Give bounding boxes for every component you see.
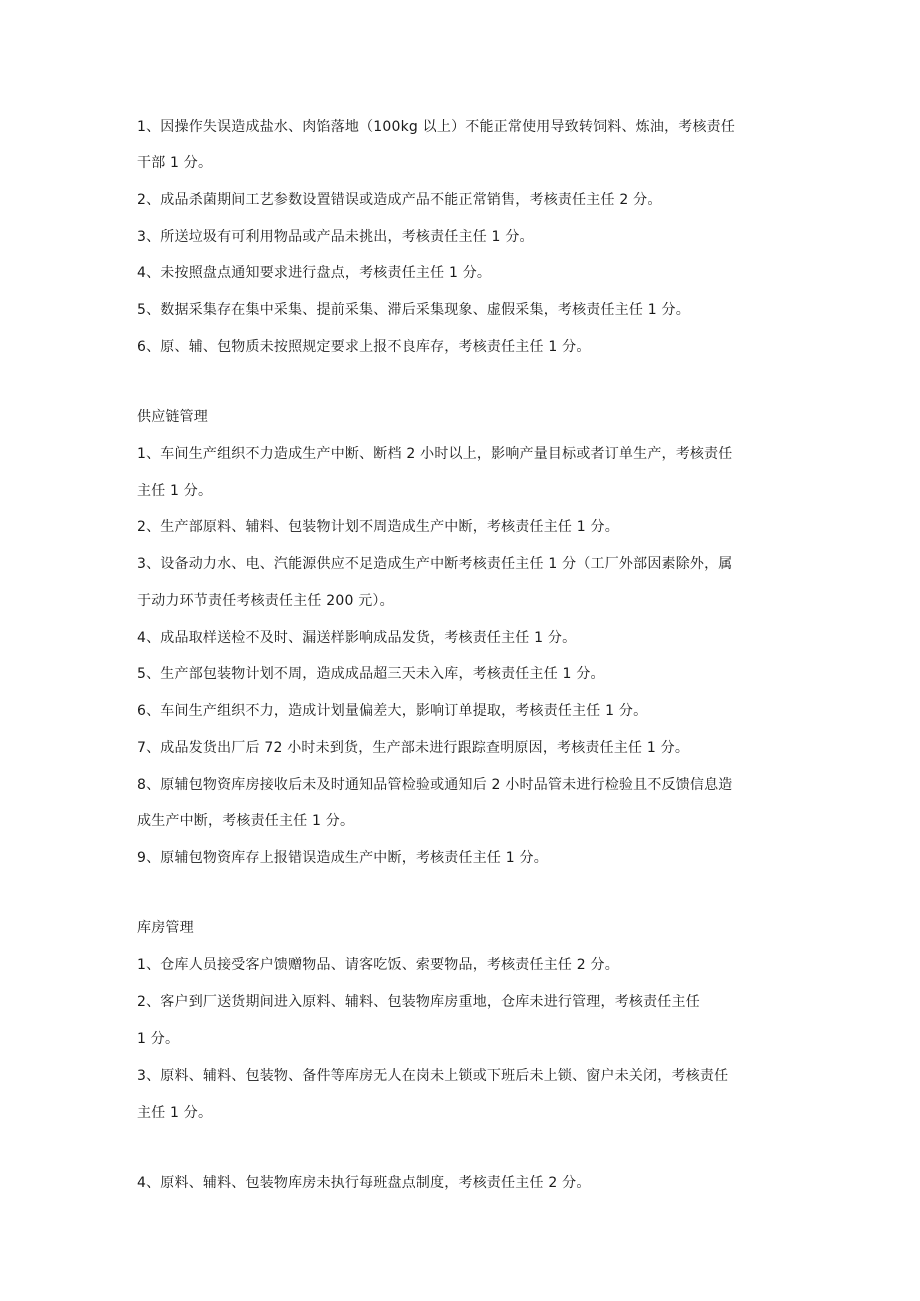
item-text-continued: 成生产中断，考核责任主任 1 分。 <box>137 813 355 829</box>
item-text-continued: 1 分。 <box>137 1031 180 1047</box>
item-text: 4、原料、辅料、包装物库房未执行每班盘点制度，考核责任主任 2 分。 <box>137 1175 591 1191</box>
item-text: 4、未按照盘点通知要求进行盘点，考核责任主任 1 分。 <box>137 265 492 281</box>
item-text: 6、车间生产组织不力，造成计划量偏差大，影响订单提取，考核责任主任 1 分。 <box>137 703 648 719</box>
item-text: 5、数据采集存在集中采集、提前采集、滞后采集现象、虚假采集，考核责任主任 1 分。 <box>137 302 690 318</box>
item-text: 6、原、辅、包物质未按照规定要求上报不良库存，考核责任主任 1 分。 <box>137 339 591 355</box>
item-text: 1、仓库人员接受客户馈赠物品、请客吃饭、索要物品，考核责任主任 2 分。 <box>137 957 619 973</box>
item-text: 5、生产部包装物计划不周，造成成品超三天未入库，考核责任主任 1 分。 <box>137 666 605 682</box>
item-text: 3、设备动力水、电、汽能源供应不足造成生产中断考核责任主任 1 分（工厂外部因素除外，属 <box>137 556 733 572</box>
item-text-continued: 主任 1 分。 <box>137 483 213 499</box>
item-text: 9、原辅包物资库存上报错误造成生产中断，考核责任主任 1 分。 <box>137 850 548 866</box>
item-text: 3、所送垃圾有可利用物品或产品未挑出，考核责任主任 1 分。 <box>137 229 534 245</box>
item-text: 2、客户到厂送货期间进入原料、辅料、包装物库房重地，仓库未进行管理，考核责任主任 <box>137 994 700 1010</box>
item-text: 8、原辅包物资库房接收后未及时通知品管检验或通知后 2 小时品管未进行检验且不反馈信息造 <box>137 777 733 793</box>
item-text: 3、原料、辅料、包装物、备件等库房无人在岗未上锁或下班后未上锁、窗户未关闭，考核责任 <box>137 1068 729 1084</box>
section-heading: 供应链管理 <box>137 409 208 425</box>
item-text: 7、成品发货出厂后 72 小时未到货，生产部未进行跟踪查明原因，考核责任主任 1 分。 <box>137 740 690 756</box>
section-heading: 库房管理 <box>137 920 194 936</box>
item-text: 1、车间生产组织不力造成生产中断、断档 2 小时以上，影响产量目标或者订单生产，考核责任 <box>137 446 733 462</box>
item-text: 2、生产部原料、辅料、包装物计划不周造成生产中断，考核责任主任 1 分。 <box>137 519 619 535</box>
item-text-continued: 主任 1 分。 <box>137 1105 213 1121</box>
item-text: 1、因操作失误造成盐水、肉馅落地（100kg 以上）不能正常使用导致转饲料、炼油，考核责任 <box>137 119 736 135</box>
item-text: 2、成品杀菌期间工艺参数设置错误或造成产品不能正常销售，考核责任主任 2 分。 <box>137 192 662 208</box>
item-text: 4、成品取样送检不及时、漏送样影响成品发货，考核责任主任 1 分。 <box>137 630 577 646</box>
item-text-continued: 干部 1 分。 <box>137 155 213 171</box>
item-text-continued: 于动力环节责任考核责任主任 200 元）。 <box>137 593 394 609</box>
